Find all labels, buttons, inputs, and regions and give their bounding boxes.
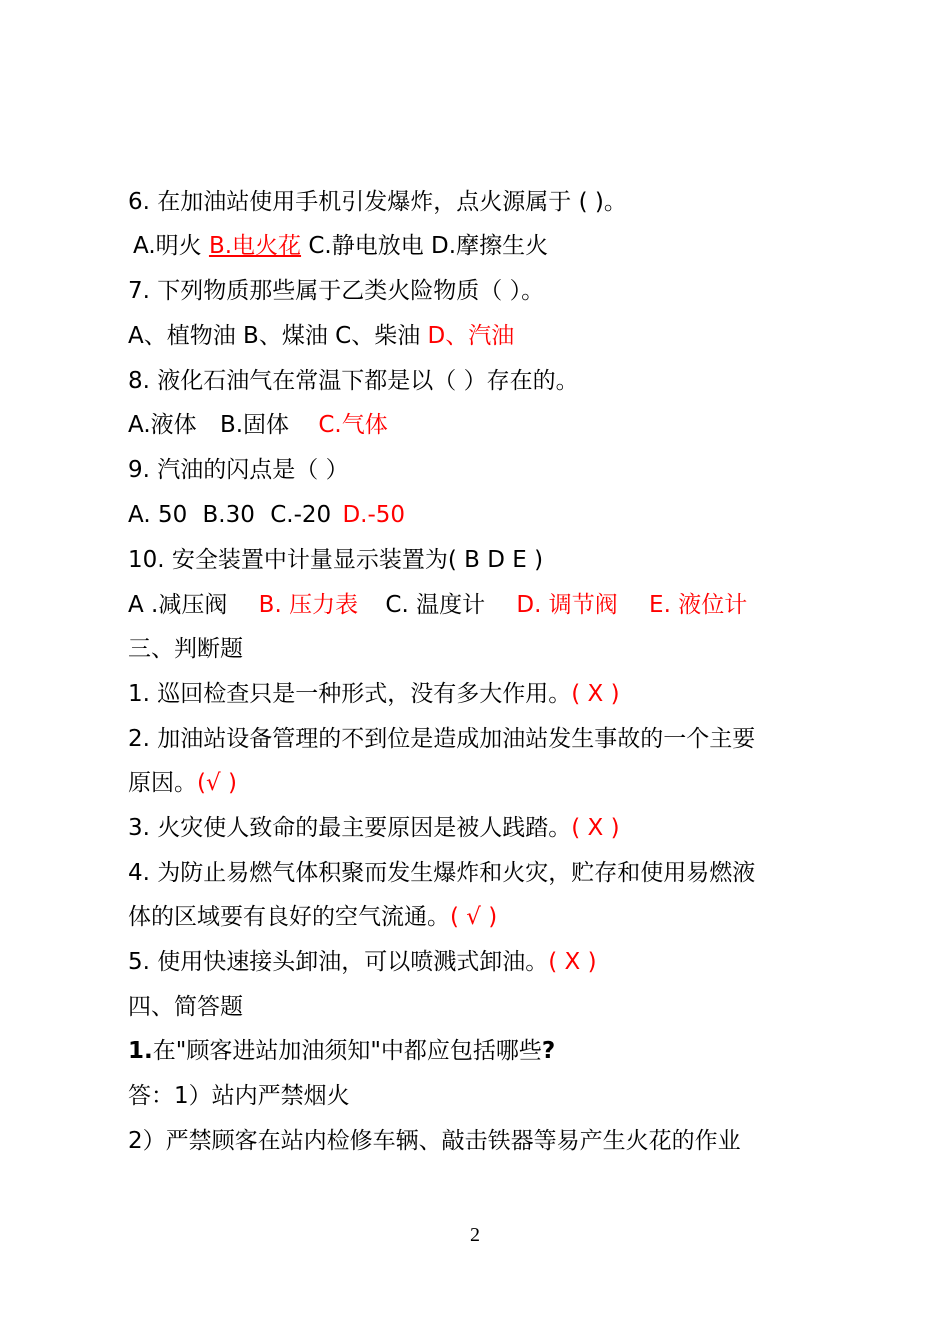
option-e-answer: E. 液位计 [649,592,748,618]
option-a: A、植物油 [128,323,236,349]
option-c: C、柴油 [335,323,421,349]
question-mark: ? [541,1038,556,1064]
judgement-1 [128,679,620,709]
option-b: B.30 [202,502,255,528]
option-d-answer: D、汽油 [427,323,515,349]
section-3-heading: 三、判断题 [128,636,243,662]
question-6: 6. 在加油站使用手机引发爆炸，点火源属于 ( )。 [128,189,627,215]
question-6-options [133,231,548,261]
judgement-answer: (√ ) [197,770,237,796]
option-c: C.-20 [270,502,332,528]
judgement-answer: ( X ) [548,949,597,975]
option-b-answer: B.电火花 [208,233,302,259]
judgement-4-line-2 [128,902,497,932]
judgement-4-line-1: 4. 为防止易燃气体积聚而发生爆炸和火灾，贮存和使用易燃液 [128,860,756,886]
judgement-text: 3. 火灾使人致命的最主要原因是被人践踏。 [128,815,572,841]
option-c: C. 温度计 [385,592,486,618]
option-b: B.固体 [219,412,290,438]
judgement-text: 原因。 [128,770,197,796]
option-b-answer: B. 压力表 [258,592,359,618]
question-8: 8. 液化石油气在常温下都是以（ ）存在的。 [128,368,579,394]
option-c-answer: C.气体 [318,412,388,438]
answer-line-1: 答：1）站内严禁烟火 [128,1083,350,1109]
judgement-answer: ( X ) [571,681,620,707]
judgement-text: 1. 巡回检查只是一种形式，没有多大作用。 [128,681,572,707]
judgement-2-line-2 [128,768,237,798]
option-a: A.明火 [133,233,202,259]
short-answer-1-question [128,1036,555,1066]
option-d-answer: D.-50 [342,502,406,528]
judgement-5 [128,947,597,977]
option-a: A .减压阀 [128,592,228,618]
option-c: C.静电放电 [308,233,424,259]
answer-line-2: 2）严禁顾客在站内检修车辆、敲击铁器等易产生火花的作业 [128,1128,741,1154]
judgement-2-line-1: 2. 加油站设备管理的不到位是造成加油站发生事故的一个主要 [128,726,756,752]
question-10-options [128,590,747,620]
question-10: 10. 安全装置中计量显示装置为( B D E ) [128,547,544,573]
judgement-answer: ( √ ) [450,904,498,930]
judgement-text: 5. 使用快速接头卸油，可以喷溅式卸油。 [128,949,549,975]
question-number: 1. [128,1038,153,1064]
question-7: 7. 下列物质那些属于乙类火险物质（ ）。 [128,278,545,304]
option-a: A. 50 [128,502,188,528]
question-text: 在"顾客进站加油须知"中都应包括哪些 [152,1038,542,1064]
option-b: B、煤油 [243,323,328,349]
judgement-3 [128,813,620,843]
judgement-answer: ( X ) [571,815,620,841]
section-4-heading: 四、简答题 [128,994,243,1020]
question-9-options [128,500,405,530]
question-8-options [128,410,388,440]
option-a: A.液体 [128,412,197,438]
judgement-text: 体的区域要有良好的空气流通。 [128,904,450,930]
question-7-options [128,321,514,351]
option-d-answer: D. 调节阀 [516,592,618,618]
question-9: 9. 汽油的闪点是（ ） [128,457,349,483]
option-d: D.摩擦生火 [431,233,549,259]
page-number: 2 [470,1224,480,1246]
